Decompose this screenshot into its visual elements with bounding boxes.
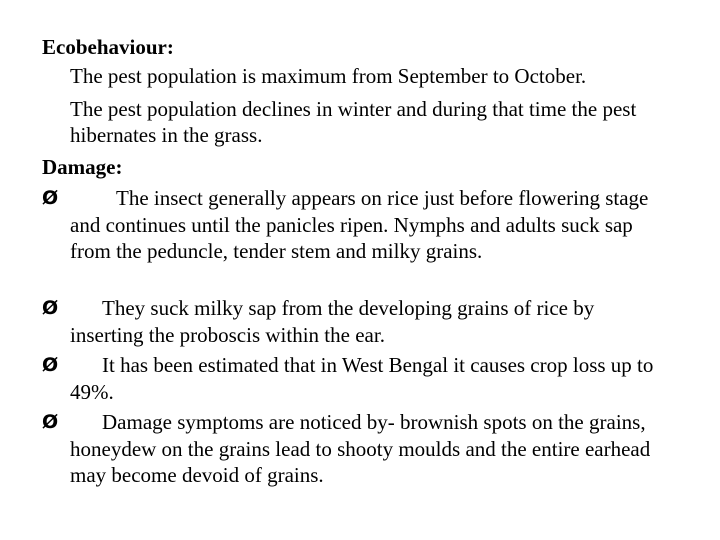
bullet-content: The insect generally appears on rice just before flowering stage and continues until the panicles ripen. Nymphs and adults suck sap from the peduncle, tender stem and milky grains. xyxy=(70,186,649,263)
bullet-text xyxy=(70,409,675,489)
section-heading-ecobehaviour: Ecobehaviour: xyxy=(42,35,174,59)
bullet-content: Damage symptoms are noticed by- brownish spots on the grains, honeydew on the grains lead to shooty moulds and the entire earhead may become devoid of grains. xyxy=(70,410,651,487)
bullet-text xyxy=(70,352,685,405)
bullet-arrow-icon: Ø xyxy=(42,411,59,433)
bullet-arrow-icon: Ø xyxy=(42,354,59,376)
bullet-arrow-icon: Ø xyxy=(42,187,59,209)
bullet-content: They suck milky sap from the developing grains of rice by inserting the proboscis within the ear. xyxy=(70,296,595,347)
bullet-content: It has been estimated that in West Bengal it causes crop loss up to 49%. xyxy=(70,353,654,404)
bullet-arrow-icon: Ø xyxy=(42,297,59,319)
section-heading-damage: Damage: xyxy=(42,155,123,179)
paragraph: The pest population declines in winter and during that time the pest hibernates in the grass. xyxy=(70,97,637,147)
bullet-text xyxy=(70,185,675,265)
bullet-text xyxy=(70,295,670,348)
paragraph: The pest population is maximum from September to October. xyxy=(70,64,587,88)
